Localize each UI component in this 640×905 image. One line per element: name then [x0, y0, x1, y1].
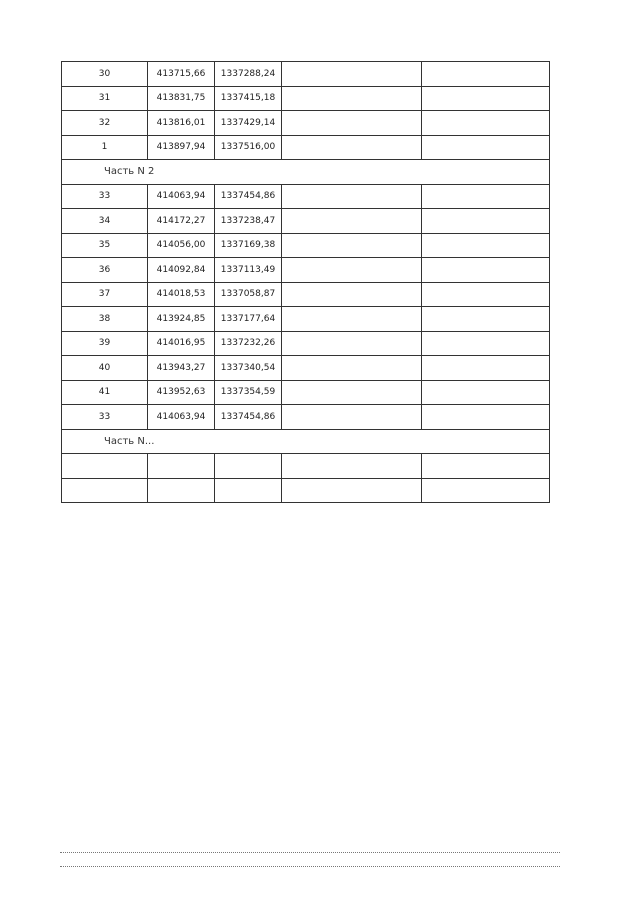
point-number-cell: 38 [62, 307, 148, 332]
column-5-cell [422, 356, 550, 381]
footer-dotted-line [60, 866, 560, 867]
column-5-cell [422, 282, 550, 307]
table-row [62, 209, 550, 234]
y-coordinate-cell: 1337232,26 [215, 331, 282, 356]
point-number-cell: 1 [62, 135, 148, 160]
x-coordinate-cell: 414018,53 [148, 282, 215, 307]
x-coordinate-cell [148, 454, 215, 479]
point-number-cell: 32 [62, 111, 148, 136]
section-heading: Часть N 2 [62, 160, 550, 185]
column-5-cell [422, 209, 550, 234]
x-coordinate-cell: 414063,94 [148, 405, 215, 430]
point-number-cell: 34 [62, 209, 148, 234]
table-row [62, 380, 550, 405]
table-row [62, 233, 550, 258]
table-row [62, 307, 550, 332]
column-4-cell [282, 111, 422, 136]
column-5-cell [422, 380, 550, 405]
table-row [62, 258, 550, 283]
x-coordinate-cell: 414063,94 [148, 184, 215, 209]
column-5-cell [422, 331, 550, 356]
column-4-cell [282, 258, 422, 283]
point-number-cell: 31 [62, 86, 148, 111]
point-number-cell [62, 478, 148, 503]
x-coordinate-cell: 413924,85 [148, 307, 215, 332]
column-4-cell [282, 209, 422, 234]
x-coordinate-cell: 414092,84 [148, 258, 215, 283]
y-coordinate-cell: 1337354,59 [215, 380, 282, 405]
point-number-cell: 35 [62, 233, 148, 258]
x-coordinate-cell: 413897,94 [148, 135, 215, 160]
column-4-cell [282, 62, 422, 87]
x-coordinate-cell: 414016,95 [148, 331, 215, 356]
x-coordinate-cell: 414056,00 [148, 233, 215, 258]
y-coordinate-cell: 1337454,86 [215, 405, 282, 430]
point-number-cell: 37 [62, 282, 148, 307]
table-row [62, 184, 550, 209]
column-4-cell [282, 380, 422, 405]
y-coordinate-cell: 1337169,38 [215, 233, 282, 258]
column-5-cell [422, 62, 550, 87]
table-row [62, 282, 550, 307]
point-number-cell: 41 [62, 380, 148, 405]
column-5-cell [422, 111, 550, 136]
x-coordinate-cell: 413816,01 [148, 111, 215, 136]
column-4-cell [282, 233, 422, 258]
x-coordinate-cell: 413715,66 [148, 62, 215, 87]
footer-dotted-line [60, 852, 560, 853]
table-row [62, 405, 550, 430]
point-number-cell [62, 454, 148, 479]
column-5-cell [422, 135, 550, 160]
column-5-cell [422, 405, 550, 430]
column-5-cell [422, 307, 550, 332]
column-4-cell [282, 184, 422, 209]
y-coordinate-cell: 1337238,47 [215, 209, 282, 234]
column-5-cell [422, 258, 550, 283]
point-number-cell: 36 [62, 258, 148, 283]
section-heading-row [62, 429, 550, 454]
column-5-cell [422, 454, 550, 479]
column-4-cell [282, 331, 422, 356]
table-row [62, 111, 550, 136]
point-number-cell: 33 [62, 184, 148, 209]
column-5-cell [422, 233, 550, 258]
table-row [62, 135, 550, 160]
table-row [62, 86, 550, 111]
y-coordinate-cell: 1337415,18 [215, 86, 282, 111]
column-4-cell [282, 478, 422, 503]
point-number-cell: 40 [62, 356, 148, 381]
x-coordinate-cell: 414172,27 [148, 209, 215, 234]
column-5-cell [422, 478, 550, 503]
x-coordinate-cell: 413952,63 [148, 380, 215, 405]
column-4-cell [282, 454, 422, 479]
table-row [62, 62, 550, 87]
column-4-cell [282, 135, 422, 160]
column-4-cell [282, 405, 422, 430]
column-4-cell [282, 356, 422, 381]
coordinates-table-body [62, 62, 550, 503]
section-heading: Часть N... [62, 429, 550, 454]
x-coordinate-cell: 413943,27 [148, 356, 215, 381]
point-number-cell: 33 [62, 405, 148, 430]
table-row [62, 356, 550, 381]
table-row [62, 478, 550, 503]
y-coordinate-cell: 1337340,54 [215, 356, 282, 381]
y-coordinate-cell: 1337058,87 [215, 282, 282, 307]
y-coordinate-cell: 1337288,24 [215, 62, 282, 87]
y-coordinate-cell: 1337516,00 [215, 135, 282, 160]
table-row [62, 331, 550, 356]
point-number-cell: 30 [62, 62, 148, 87]
x-coordinate-cell: 413831,75 [148, 86, 215, 111]
y-coordinate-cell: 1337429,14 [215, 111, 282, 136]
y-coordinate-cell [215, 478, 282, 503]
table-row [62, 454, 550, 479]
column-4-cell [282, 307, 422, 332]
y-coordinate-cell: 1337177,64 [215, 307, 282, 332]
column-4-cell [282, 86, 422, 111]
column-4-cell [282, 282, 422, 307]
x-coordinate-cell [148, 478, 215, 503]
column-5-cell [422, 184, 550, 209]
y-coordinate-cell: 1337113,49 [215, 258, 282, 283]
column-5-cell [422, 86, 550, 111]
section-heading-row [62, 160, 550, 185]
y-coordinate-cell: 1337454,86 [215, 184, 282, 209]
y-coordinate-cell [215, 454, 282, 479]
point-number-cell: 39 [62, 331, 148, 356]
coordinates-table [61, 61, 550, 503]
